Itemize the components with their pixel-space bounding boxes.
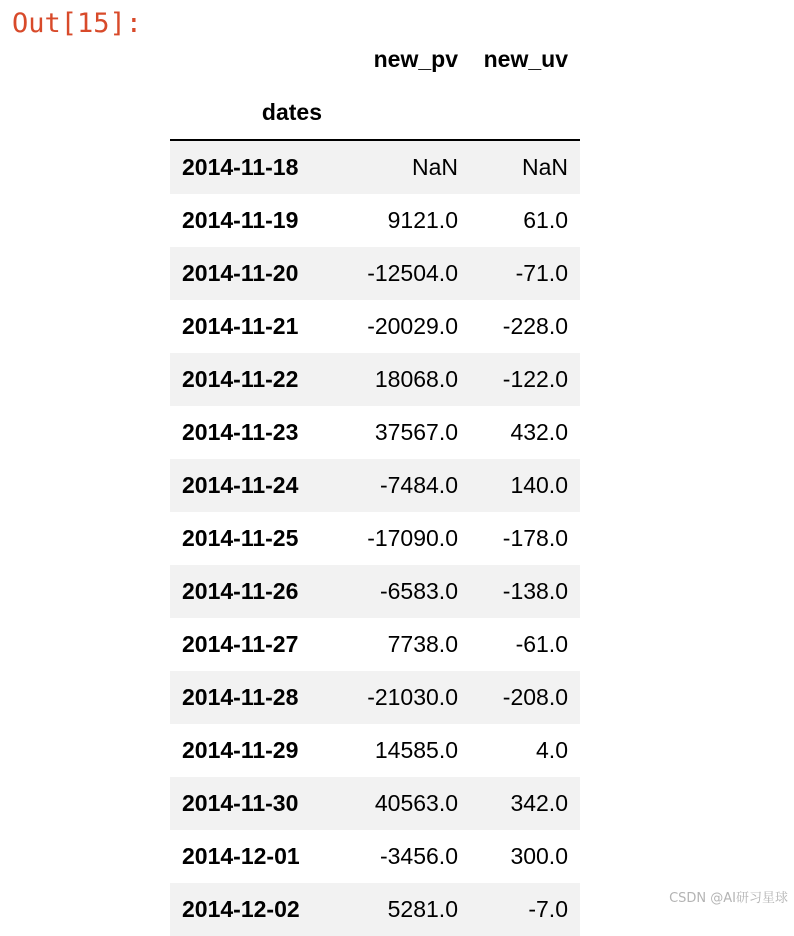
column-header-new-uv: new_uv — [483, 46, 568, 72]
table-row — [170, 618, 580, 671]
row-index-date: 2014-11-24 — [182, 472, 299, 498]
table-row — [170, 194, 580, 247]
cell-new-pv: 9121.0 — [387, 207, 458, 233]
row-index-date: 2014-12-02 — [182, 896, 300, 922]
cell-new-pv: -17090.0 — [367, 525, 458, 551]
table-row — [170, 565, 580, 618]
row-index-date: 2014-11-28 — [182, 684, 299, 710]
row-index-date: 2014-11-25 — [182, 525, 299, 551]
table-row — [170, 724, 580, 777]
cell-new-uv: 342.0 — [510, 790, 568, 816]
row-index-date: 2014-11-21 — [182, 313, 299, 339]
row-index-date: 2014-11-19 — [182, 207, 299, 233]
row-index-date: 2014-11-29 — [182, 737, 299, 763]
table-row — [170, 353, 580, 406]
row-index-date: 2014-11-23 — [182, 419, 299, 445]
row-index-date: 2014-11-27 — [182, 631, 299, 657]
table-header — [170, 33, 580, 140]
cell-new-pv: -7484.0 — [379, 472, 458, 498]
column-header-row — [170, 33, 580, 86]
table-row — [170, 512, 580, 565]
cell-new-pv: 40563.0 — [374, 790, 458, 816]
cell-new-pv: 14585.0 — [374, 737, 458, 763]
row-index-date: 2014-12-01 — [182, 843, 300, 869]
table-row — [170, 777, 580, 830]
table-row — [170, 406, 580, 459]
index-name-row — [170, 86, 580, 140]
cell-new-uv: 140.0 — [510, 472, 568, 498]
cell-new-pv: NaN — [411, 154, 458, 180]
cell-new-uv: -61.0 — [515, 631, 568, 657]
table-body — [170, 140, 580, 936]
table-row — [170, 140, 580, 194]
row-index-date: 2014-11-20 — [182, 260, 299, 286]
cell-new-uv: 61.0 — [523, 207, 568, 233]
cell-new-pv: 37567.0 — [374, 419, 458, 445]
dataframe-table — [170, 33, 580, 936]
cell-new-uv: -122.0 — [502, 366, 568, 392]
row-index-date: 2014-11-30 — [182, 790, 299, 816]
cell-new-uv: -178.0 — [502, 525, 568, 551]
cell-new-pv: -12504.0 — [367, 260, 458, 286]
cell-new-uv: -228.0 — [502, 313, 568, 339]
column-header-new-pv: new_pv — [373, 46, 458, 72]
cell-new-uv: -138.0 — [502, 578, 568, 604]
cell-new-pv: 5281.0 — [387, 896, 458, 922]
cell-new-pv: 7738.0 — [387, 631, 458, 657]
index-name-header: dates — [261, 99, 322, 125]
output-prompt: Out[15]: — [12, 8, 143, 39]
table-row — [170, 300, 580, 353]
cell-new-pv: -21030.0 — [367, 684, 458, 710]
cell-new-uv: 4.0 — [536, 737, 568, 763]
cell-new-pv: -6583.0 — [379, 578, 458, 604]
cell-new-pv: 18068.0 — [374, 366, 458, 392]
cell-new-uv: -71.0 — [515, 260, 568, 286]
row-index-date: 2014-11-26 — [182, 578, 299, 604]
cell-new-uv: 432.0 — [510, 419, 568, 445]
cell-new-uv: 300.0 — [510, 843, 568, 869]
watermark-text: CSDN @AI研习星球 — [669, 891, 788, 906]
table-row — [170, 459, 580, 512]
empty-header-cell — [470, 86, 580, 140]
cell-new-pv: -3456.0 — [379, 843, 458, 869]
row-index-date: 2014-11-22 — [182, 366, 299, 392]
table-row — [170, 830, 580, 883]
table-row — [170, 883, 580, 936]
index-corner-cell — [170, 33, 338, 86]
cell-new-pv: -20029.0 — [367, 313, 458, 339]
dataframe-container — [170, 33, 580, 936]
table-row — [170, 247, 580, 300]
empty-header-cell — [338, 86, 470, 140]
table-row — [170, 671, 580, 724]
row-index-date: 2014-11-18 — [182, 154, 299, 180]
cell-new-uv: NaN — [521, 154, 568, 180]
cell-new-uv: -208.0 — [502, 684, 568, 710]
cell-new-uv: -7.0 — [528, 896, 568, 922]
